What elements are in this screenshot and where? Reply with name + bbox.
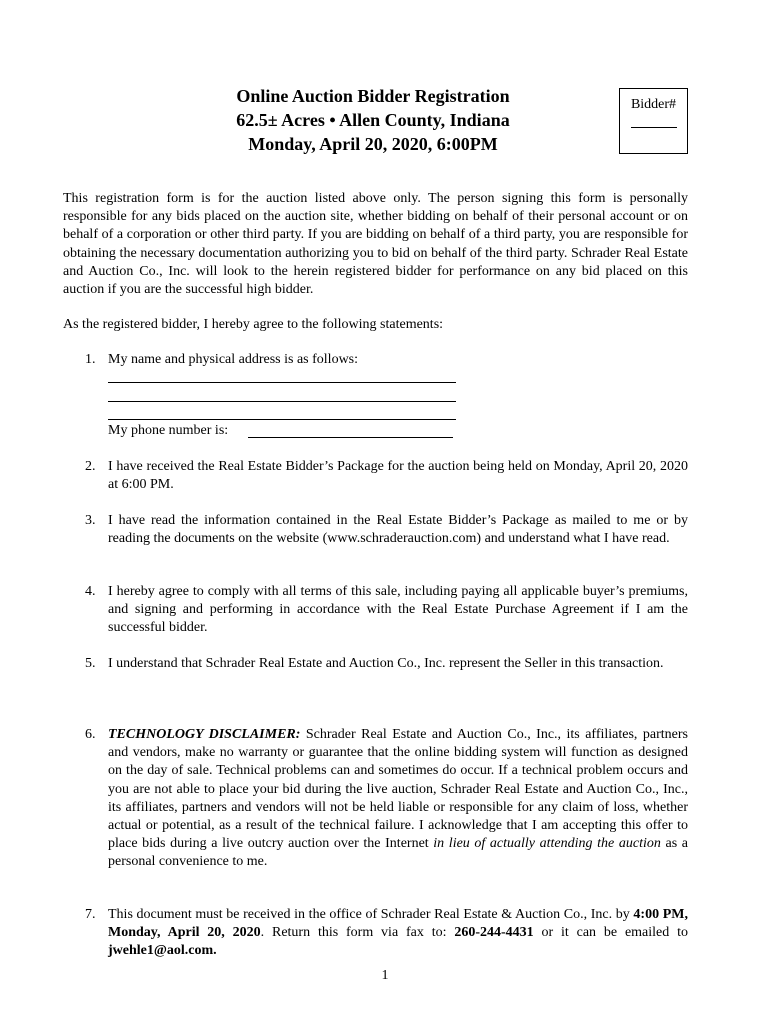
form-title: Online Auction Bidder Registration xyxy=(236,86,510,106)
intro-paragraph: This registration form is for the auction listed above only. The person signing this form is personally responsible for any bids placed on the auction site, whether bidding on behalf of their personal account or on behalf of a corporation or other third party. If you are bidding on behalf of a third party, you are responsible for obtaining the necessary documentation authorizing you to bid on behalf of the third party. Schrader Real Estate and Auction Co., Inc. will look to the herein registered bidder for performance on any bid placed on this auction if you are the successful high bidder. xyxy=(63,191,688,298)
disclaimer-text-end: as a personal convenience to me. xyxy=(108,836,688,870)
statement-1 xyxy=(85,351,688,369)
auction-date: Monday, April 20, 2020, 6:00PM xyxy=(248,134,498,154)
statement-2 xyxy=(85,458,688,494)
statement-number: 2. xyxy=(85,459,96,474)
technology-disclaimer xyxy=(108,726,688,872)
statement-5 xyxy=(85,655,688,673)
statement-text: I have read the information contained in the Real Estate Bidder’s Package as mailed to me or by reading the documents on the website (www.schraderauction.com) and understand what I have read. xyxy=(108,513,688,547)
statement-number: 1. xyxy=(85,352,96,367)
address-line-1[interactable] xyxy=(108,401,456,402)
form-title-block xyxy=(200,84,546,156)
statement-number: 6. xyxy=(85,727,96,742)
statement-number: 4. xyxy=(85,584,96,599)
disclaimer-heading: TECHNOLOGY DISCLAIMER: xyxy=(108,727,301,742)
phone-line[interactable] xyxy=(248,437,453,438)
agree-statement: As the registered bidder, I hereby agree to the following statements: xyxy=(63,317,444,332)
submission-instructions xyxy=(108,906,688,961)
statement-4 xyxy=(85,583,688,638)
statement-text: I have received the Real Estate Bidder’s Package for the auction being held on Monday, April 20, 2020 at 6:00 PM. xyxy=(108,459,688,493)
statement-7 xyxy=(85,906,688,961)
page-number: 1 xyxy=(381,968,389,983)
disclaimer-text: Schrader Real Estate and Auction Co., Inc., its affiliates, partners and vendors, make no warranty or guarantee that the online bidding system will function as designed on the day of sale. Technical problems can and sometimes do occur. If a technical problem occurs and you are not able to place your bid during the live auction, Schrader Real Estate and Auction Co., Inc., its affiliates, partners and vendors will not be held liable or responsible for any claim of loss, whether actual or potential, as a result of the technical failure. I acknowledge that I am accepting this offer to place bids during a live outcry auction over the Internet xyxy=(108,727,688,852)
submission-text: This document must be received in the office of Schrader Real Estate & Auction Co., Inc. by xyxy=(108,907,634,922)
statement-6 xyxy=(85,726,688,872)
statement-3 xyxy=(85,512,688,548)
disclaimer-italic-text: in lieu of actually attending the auction xyxy=(433,836,661,852)
statement-text: I understand that Schrader Real Estate and Auction Co., Inc. represent the Seller in this transaction. xyxy=(108,656,664,671)
property-line: 62.5± Acres • Allen County, Indiana xyxy=(236,110,510,130)
bidder-number-box[interactable] xyxy=(619,88,688,154)
statement-text: My name and physical address is as follows: xyxy=(108,352,359,367)
email-address: jwehle1@aol.com. xyxy=(108,943,217,959)
submission-text-2: . Return this form via fax to: xyxy=(260,925,455,941)
deadline: 4:00 PM, Monday, April 20, 2020 xyxy=(108,907,688,941)
statement-text: I hereby agree to comply with all terms of this sale, including paying all applicable buyer’s premiums, and signing and performing in accordance with the Real Estate Purchase Agreement if I am the successful bidder. xyxy=(108,584,688,636)
bidder-number-line[interactable] xyxy=(631,127,677,128)
statement-number: 5. xyxy=(85,656,96,671)
address-line-2[interactable] xyxy=(108,419,456,420)
statement-number: 7. xyxy=(85,907,96,922)
fax-number: 260-244-4431 xyxy=(454,925,534,941)
phone-label: My phone number is: xyxy=(108,423,229,438)
name-line[interactable] xyxy=(108,382,456,383)
statement-number: 3. xyxy=(85,513,96,528)
bidder-number-label: Bidder# xyxy=(630,97,677,112)
submission-text-3: or it can be emailed to xyxy=(533,925,688,941)
